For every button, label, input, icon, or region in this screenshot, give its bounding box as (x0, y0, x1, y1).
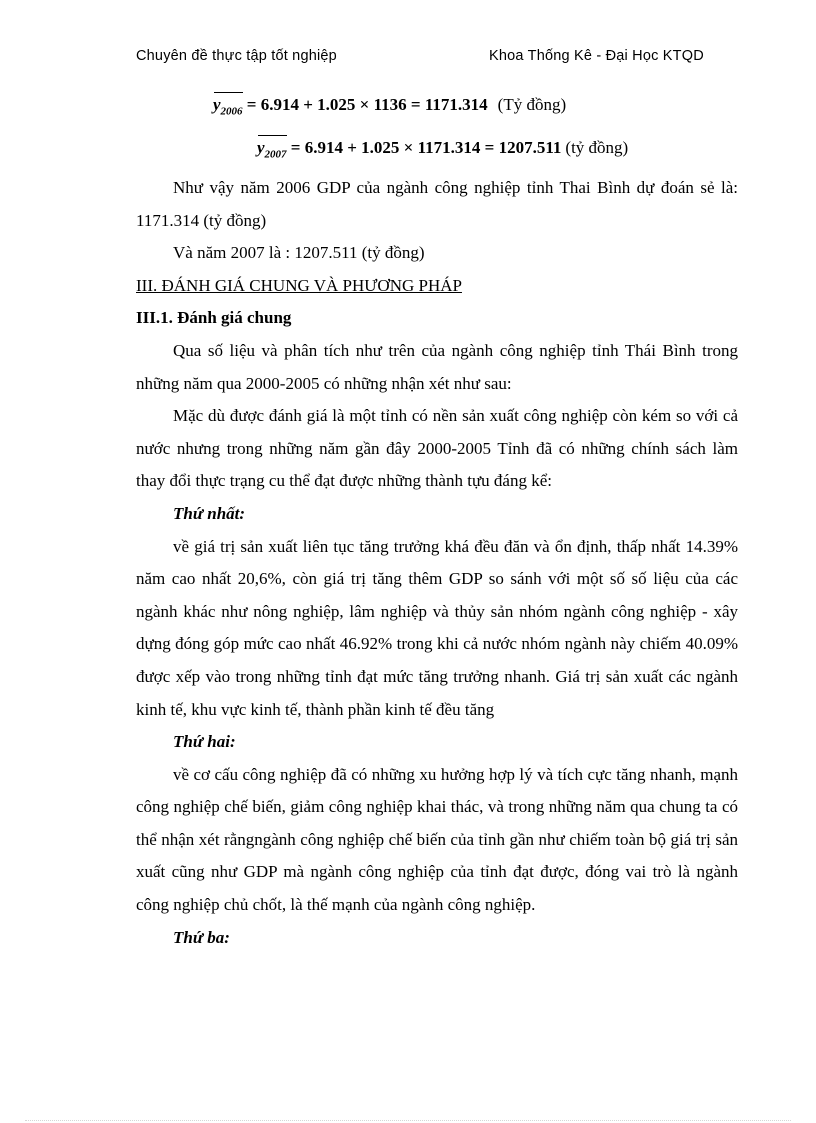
formula-variable (257, 138, 287, 160)
formula-y2007 (257, 138, 628, 160)
document-body (136, 172, 738, 954)
forecast-2007-paragraph: Và năm 2007 là : 1207.511 (tỷ đồng) (173, 243, 425, 263)
formula-y2006 (213, 95, 566, 117)
context-paragraph: Mặc dù được đánh giá là một tỉnh có nền sản xuất công nghiệp còn kém so với cả nước nhưng trong những năm gần đây 2000-2005 Tỉnh đã có những chính sách làm thay đổi thực trạng cu thể đạt được những thành tựu đáng kể: (136, 406, 738, 491)
formula-subscript: 2007 (264, 148, 287, 161)
section-heading: III. ĐÁNH GIÁ CHUNG VÀ PHƯƠNG PHÁP (136, 275, 462, 295)
intro-paragraph: Qua số liệu và phân tích như trên của ngành công nghiệp tỉnh Thái Bình trong những năm qua 2000-2005 có những nhận xét như sau: (136, 340, 738, 393)
second-point-label: Thứ hai: (173, 732, 236, 752)
formula-unit: (tỷ đồng) (565, 138, 629, 157)
third-point-label: Thứ ba: (173, 927, 230, 947)
formula-var-letter: y (213, 95, 221, 114)
formula-expression: = 6.914 + 1.025 × 1136 = 1171.314 (242, 95, 488, 114)
first-point-paragraph: về giá trị sản xuất liên tục tăng trưởng khá đều đăn và ổn định, thấp nhất 14.39% năm cao nhất 20,6%, còn giá trị tăng thêm GDP so sánh với một số số liệu của các ngành khác như nông nghiệp, lâm nghiệp và thủy sản nhóm ngành công nghiệp - xây dựng đóng góp mức cao nhất 46.92% trong khi cả nước nhóm ngành này chiếm 40.09% được xếp vào trong những tỉnh đạt mức tăng trưởng nhanh. Giá trị sản xuất các ngành kinh tế, khu vực kinh tế, thành phần kinh tế đều tăng (136, 536, 738, 719)
page-bottom-divider (25, 1120, 791, 1121)
header-left: Chuyên đề thực tập tốt nghiệp (136, 48, 337, 64)
subsection-heading: III.1. Đánh giá chung (136, 308, 292, 328)
first-point-label: Thứ nhất: (173, 503, 246, 523)
second-point-paragraph: về cơ cấu công nghiệp đã có những xu hưởng hợp lý và tích cực tăng nhanh, mạnh công nghiệp chế biến, giảm công nghiệp khai thác, và trong những năm qua chung ta có thể nhận xét rằngngành công nghiệp chế biến của tỉnh gần như chiếm toàn bộ giá trị sản xuất cũng như GDP mà ngành công nghiệp của tỉnh đạt được, đóng vai trò là ngành công nghiệp chủ chốt, là thế mạnh của ngành công nghiệp. (136, 764, 738, 915)
formula-var-letter: y (257, 138, 265, 157)
formula-expression: = 6.914 + 1.025 × 1171.314 = 1207.511 (286, 138, 562, 157)
formula-variable (213, 95, 243, 117)
forecast-paragraph: Như vậy năm 2006 GDP của ngành công nghiệp tỉnh Thai Bình dự đoán sẻ là: 1171.314 (tỷ đồng) (136, 178, 738, 230)
header-right: Khoa Thống Kê - Đại Học KTQD (489, 48, 704, 64)
formula-unit: (Tỷ đồng) (497, 95, 567, 114)
formula-subscript: 2006 (220, 105, 243, 118)
